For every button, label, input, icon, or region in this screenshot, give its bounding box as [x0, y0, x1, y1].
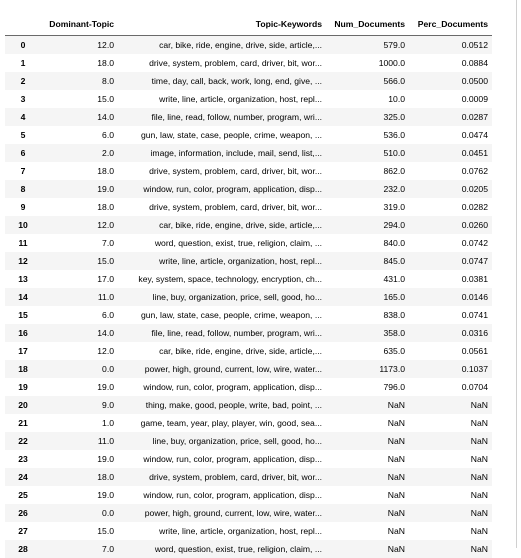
dominant-topic-cell: 12.0 [41, 216, 118, 234]
table-row [5, 360, 492, 378]
topic-keywords-cell: image, information, include, mail, send, list,... [118, 144, 326, 162]
topic-keywords-cell: word, question, exist, true, religion, claim, ... [118, 234, 326, 252]
table-row [5, 234, 492, 252]
num-documents-cell: NaN [326, 468, 409, 486]
num-documents-cell: 431.0 [326, 270, 409, 288]
topic-keywords-cell: write, line, article, organization, host, repl... [118, 252, 326, 270]
num-documents-cell: 1173.0 [326, 360, 409, 378]
topic-keywords-cell: window, run, color, program, application, disp... [118, 486, 326, 504]
topic-keywords-cell: drive, system, problem, card, driver, bit, wor... [118, 162, 326, 180]
perc-documents-cell: 0.0316 [409, 324, 492, 342]
perc-documents-cell: 0.0287 [409, 108, 492, 126]
perc-documents-cell: 0.0741 [409, 306, 492, 324]
num-documents-cell: 510.0 [326, 144, 409, 162]
row-index: 0 [5, 36, 41, 55]
dominant-topic-cell: 14.0 [41, 324, 118, 342]
row-index: 4 [5, 108, 41, 126]
dominant-topic-cell: 18.0 [41, 162, 118, 180]
row-index: 12 [5, 252, 41, 270]
row-index: 16 [5, 324, 41, 342]
table-row [5, 36, 492, 55]
num-documents-cell: NaN [326, 414, 409, 432]
dominant-topic-cell: 11.0 [41, 288, 118, 306]
topic-keywords-cell: drive, system, problem, card, driver, bit, wor... [118, 198, 326, 216]
table-row [5, 540, 492, 558]
dominant-topic-cell: 18.0 [41, 468, 118, 486]
topic-keywords-cell: car, bike, ride, engine, drive, side, article,... [118, 342, 326, 360]
table-row [5, 54, 492, 72]
dominant-topic-cell: 17.0 [41, 270, 118, 288]
table-row [5, 144, 492, 162]
dominant-topic-cell: 0.0 [41, 360, 118, 378]
dominant-topic-cell: 19.0 [41, 378, 118, 396]
table-row [5, 288, 492, 306]
num-documents-cell: NaN [326, 504, 409, 522]
header-row [5, 12, 492, 36]
perc-documents-cell: NaN [409, 504, 492, 522]
table-header [5, 12, 492, 36]
num-documents-cell: NaN [326, 450, 409, 468]
topic-keywords-cell: window, run, color, program, application, disp... [118, 378, 326, 396]
perc-documents-cell: 0.0381 [409, 270, 492, 288]
num-documents-cell: 536.0 [326, 126, 409, 144]
dataframe-table [5, 12, 492, 558]
num-documents-cell: 358.0 [326, 324, 409, 342]
topic-keywords-cell: car, bike, ride, engine, drive, side, article,... [118, 36, 326, 55]
row-index: 13 [5, 270, 41, 288]
perc-documents-cell: NaN [409, 396, 492, 414]
table-row [5, 324, 492, 342]
perc-documents-cell: 0.0009 [409, 90, 492, 108]
dominant-topic-cell: 14.0 [41, 108, 118, 126]
num-documents-cell: 635.0 [326, 342, 409, 360]
dominant-topic-cell: 15.0 [41, 522, 118, 540]
num-documents-cell: 845.0 [326, 252, 409, 270]
perc-documents-cell: NaN [409, 468, 492, 486]
table-row [5, 522, 492, 540]
dominant-topic-cell: 15.0 [41, 252, 118, 270]
column-header-perc-documents: Perc_Documents [409, 12, 492, 36]
num-documents-cell: 796.0 [326, 378, 409, 396]
num-documents-cell: 862.0 [326, 162, 409, 180]
topic-keywords-cell: window, run, color, program, application, disp... [118, 450, 326, 468]
num-documents-cell: 325.0 [326, 108, 409, 126]
table-row [5, 396, 492, 414]
row-index: 19 [5, 378, 41, 396]
topic-keywords-cell: window, run, color, program, application, disp... [118, 180, 326, 198]
num-documents-cell: 1000.0 [326, 54, 409, 72]
topic-keywords-cell: write, line, article, organization, host, repl... [118, 90, 326, 108]
topic-keywords-cell: game, team, year, play, player, win, good, sea... [118, 414, 326, 432]
dominant-topic-cell: 18.0 [41, 54, 118, 72]
table-row [5, 162, 492, 180]
table-row [5, 270, 492, 288]
row-index: 18 [5, 360, 41, 378]
perc-documents-cell: 0.0451 [409, 144, 492, 162]
row-index: 6 [5, 144, 41, 162]
num-documents-cell: NaN [326, 540, 409, 558]
row-index: 3 [5, 90, 41, 108]
perc-documents-cell: 0.1037 [409, 360, 492, 378]
perc-documents-cell: 0.0561 [409, 342, 492, 360]
row-index: 28 [5, 540, 41, 558]
dominant-topic-cell: 0.0 [41, 504, 118, 522]
table-row [5, 504, 492, 522]
row-index: 15 [5, 306, 41, 324]
num-documents-cell: 10.0 [326, 90, 409, 108]
row-index: 10 [5, 216, 41, 234]
row-index: 21 [5, 414, 41, 432]
column-header-index [5, 12, 41, 36]
perc-documents-cell: 0.0260 [409, 216, 492, 234]
table-row [5, 414, 492, 432]
perc-documents-cell: 0.0205 [409, 180, 492, 198]
topic-keywords-cell: write, line, article, organization, host, repl... [118, 522, 326, 540]
row-index: 2 [5, 72, 41, 90]
topic-keywords-cell: key, system, space, technology, encryption, ch... [118, 270, 326, 288]
topic-keywords-cell: power, high, ground, current, low, wire, water... [118, 360, 326, 378]
row-index: 9 [5, 198, 41, 216]
scroll-edge-divider [516, 0, 517, 548]
dominant-topic-cell: 9.0 [41, 396, 118, 414]
topic-keywords-cell: file, line, read, follow, number, program, wri... [118, 108, 326, 126]
row-index: 20 [5, 396, 41, 414]
perc-documents-cell: NaN [409, 414, 492, 432]
num-documents-cell: NaN [326, 396, 409, 414]
num-documents-cell: 579.0 [326, 36, 409, 55]
row-index: 27 [5, 522, 41, 540]
topic-keywords-cell: word, question, exist, true, religion, claim, ... [118, 540, 326, 558]
column-header-num-documents: Num_Documents [326, 12, 409, 36]
table-row [5, 198, 492, 216]
table-row [5, 126, 492, 144]
dominant-topic-cell: 19.0 [41, 180, 118, 198]
dominant-topic-cell: 1.0 [41, 414, 118, 432]
perc-documents-cell: NaN [409, 486, 492, 504]
perc-documents-cell: 0.0282 [409, 198, 492, 216]
row-index: 7 [5, 162, 41, 180]
dominant-topic-cell: 7.0 [41, 234, 118, 252]
perc-documents-cell: 0.0146 [409, 288, 492, 306]
table-row [5, 468, 492, 486]
dominant-topic-cell: 2.0 [41, 144, 118, 162]
topic-keywords-cell: drive, system, problem, card, driver, bit, wor... [118, 468, 326, 486]
topic-keywords-cell: time, day, call, back, work, long, end, give, ... [118, 72, 326, 90]
dominant-topic-cell: 12.0 [41, 36, 118, 55]
topic-keywords-cell: car, bike, ride, engine, drive, side, article,... [118, 216, 326, 234]
table-row [5, 180, 492, 198]
num-documents-cell: 319.0 [326, 198, 409, 216]
perc-documents-cell: NaN [409, 522, 492, 540]
topic-keywords-cell: line, buy, organization, price, sell, good, ho... [118, 432, 326, 450]
row-index: 5 [5, 126, 41, 144]
row-index: 24 [5, 468, 41, 486]
num-documents-cell: NaN [326, 432, 409, 450]
perc-documents-cell: 0.0742 [409, 234, 492, 252]
dominant-topic-cell: 12.0 [41, 342, 118, 360]
topic-keywords-cell: file, line, read, follow, number, program, wri... [118, 324, 326, 342]
num-documents-cell: 840.0 [326, 234, 409, 252]
table-row [5, 342, 492, 360]
table-row [5, 216, 492, 234]
topic-keywords-cell: gun, law, state, case, people, crime, weapon, ... [118, 126, 326, 144]
topic-keywords-cell: line, buy, organization, price, sell, good, ho... [118, 288, 326, 306]
table-row [5, 306, 492, 324]
num-documents-cell: 165.0 [326, 288, 409, 306]
topic-keywords-cell: power, high, ground, current, low, wire, water... [118, 504, 326, 522]
perc-documents-cell: 0.0762 [409, 162, 492, 180]
row-index: 22 [5, 432, 41, 450]
dominant-topic-cell: 6.0 [41, 126, 118, 144]
num-documents-cell: NaN [326, 522, 409, 540]
perc-documents-cell: 0.0704 [409, 378, 492, 396]
dominant-topic-cell: 18.0 [41, 198, 118, 216]
row-index: 11 [5, 234, 41, 252]
table-row [5, 108, 492, 126]
row-index: 8 [5, 180, 41, 198]
column-header-dominant-topic: Dominant-Topic [41, 12, 118, 36]
topic-keywords-cell: thing, make, good, people, write, bad, point, ... [118, 396, 326, 414]
dominant-topic-cell: 6.0 [41, 306, 118, 324]
dominant-topic-cell: 11.0 [41, 432, 118, 450]
perc-documents-cell: 0.0884 [409, 54, 492, 72]
perc-documents-cell: NaN [409, 450, 492, 468]
row-index: 17 [5, 342, 41, 360]
num-documents-cell: 294.0 [326, 216, 409, 234]
table-row [5, 90, 492, 108]
dominant-topic-cell: 7.0 [41, 540, 118, 558]
num-documents-cell: 232.0 [326, 180, 409, 198]
num-documents-cell: 838.0 [326, 306, 409, 324]
table-row [5, 432, 492, 450]
perc-documents-cell: 0.0512 [409, 36, 492, 55]
row-index: 14 [5, 288, 41, 306]
table-row [5, 450, 492, 468]
table-row [5, 378, 492, 396]
topic-keywords-cell: gun, law, state, case, people, crime, weapon, ... [118, 306, 326, 324]
row-index: 26 [5, 504, 41, 522]
row-index: 25 [5, 486, 41, 504]
table-row [5, 486, 492, 504]
perc-documents-cell: 0.0747 [409, 252, 492, 270]
perc-documents-cell: 0.0474 [409, 126, 492, 144]
column-header-topic-keywords: Topic-Keywords [118, 12, 326, 36]
perc-documents-cell: 0.0500 [409, 72, 492, 90]
num-documents-cell: 566.0 [326, 72, 409, 90]
dominant-topic-cell: 19.0 [41, 486, 118, 504]
table-row [5, 72, 492, 90]
table-body [5, 36, 492, 558]
perc-documents-cell: NaN [409, 432, 492, 450]
dominant-topic-cell: 19.0 [41, 450, 118, 468]
table-row [5, 252, 492, 270]
dominant-topic-cell: 15.0 [41, 90, 118, 108]
row-index: 1 [5, 54, 41, 72]
num-documents-cell: NaN [326, 486, 409, 504]
dominant-topic-cell: 8.0 [41, 72, 118, 90]
perc-documents-cell: NaN [409, 540, 492, 558]
topic-keywords-cell: drive, system, problem, card, driver, bit, wor... [118, 54, 326, 72]
row-index: 23 [5, 450, 41, 468]
